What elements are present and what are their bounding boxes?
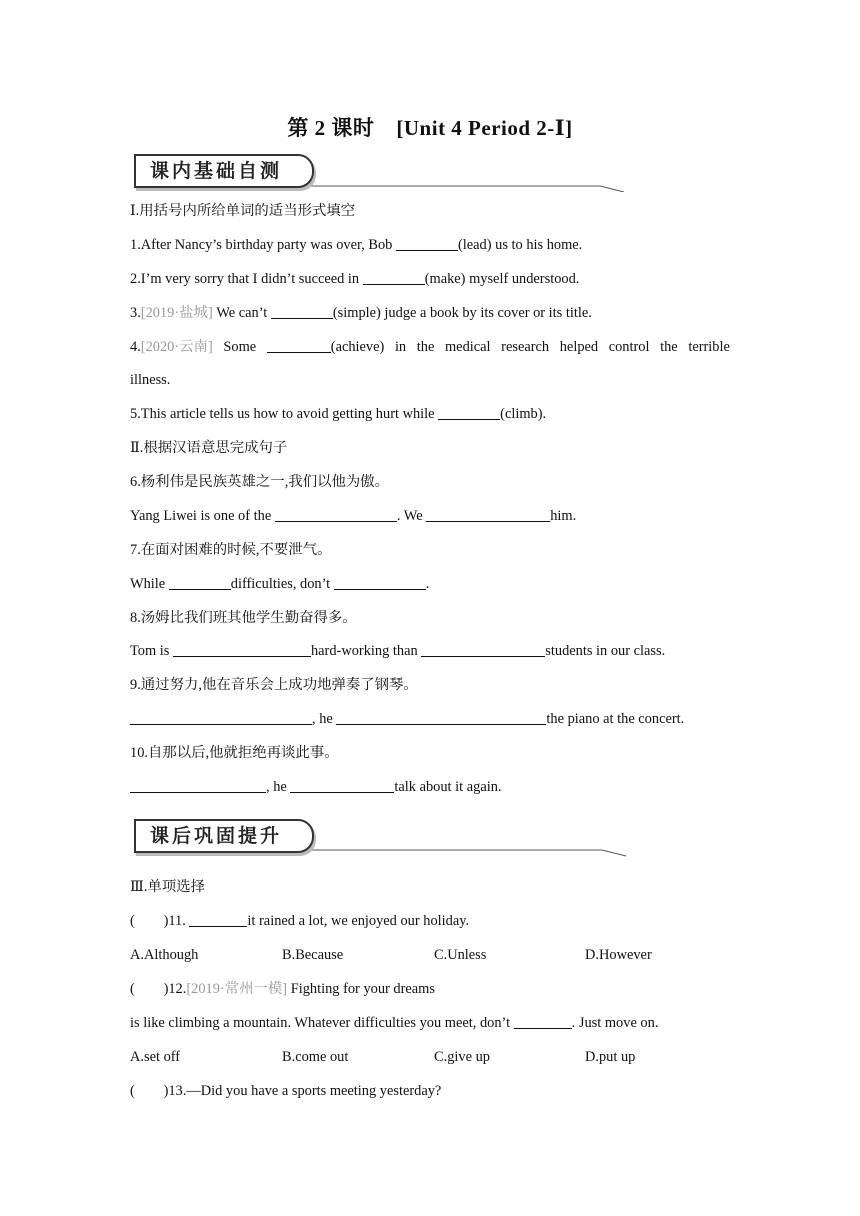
question-12-continued: is like climbing a mountain. Whatever difficulties you meet, don’t . Just move on.	[130, 1015, 659, 1031]
question-6-prompt: 6.杨利伟是民族英雄之一,我们以他为傲。	[130, 474, 390, 490]
answer-blank[interactable]	[363, 270, 425, 285]
source-tag: [2019·盐城]	[140, 305, 213, 321]
banner-label-box	[134, 154, 314, 188]
answer-blank[interactable]	[271, 304, 333, 319]
answer-blank[interactable]	[334, 575, 426, 590]
answer-blank[interactable]	[421, 642, 545, 657]
question-6: Yang Liwei is one of the . We him.	[130, 508, 577, 524]
question-7: While difficulties, don’t .	[130, 576, 430, 592]
section-banner-after-class	[130, 817, 630, 857]
question-12: ( )12.[2019·常州一模] Fighting for your dreams	[130, 981, 435, 997]
answer-blank[interactable]	[426, 507, 550, 522]
answer-blank[interactable]	[336, 710, 546, 725]
answer-blank[interactable]	[396, 236, 458, 251]
option-d[interactable]: D.However	[585, 947, 652, 963]
option-d[interactable]: D.put up	[585, 1049, 636, 1065]
section-heading-2: Ⅱ.根据汉语意思完成句子	[130, 440, 288, 456]
question-4-continued: illness.	[130, 372, 171, 388]
source-tag: [2020·云南]	[140, 339, 213, 355]
question-9-prompt: 9.通过努力,他在音乐会上成功地弹奏了钢琴。	[130, 677, 418, 693]
title-en: [Unit 4 Period 2-Ⅰ]	[396, 116, 573, 140]
banner-label: 课内基础自测	[150, 160, 283, 182]
answer-blank[interactable]	[267, 338, 331, 353]
question-7-prompt: 7.在面对困难的时候,不要泄气。	[130, 542, 332, 558]
question-1: 1.After Nancy’s birthday party was over, Bob (lead) us to his home.	[130, 237, 583, 253]
question-10-prompt: 10.自那以后,他就拒绝再谈此事。	[130, 745, 339, 761]
section-heading-3: Ⅲ.单项选择	[130, 879, 206, 895]
answer-blank[interactable]	[438, 405, 500, 420]
banner-label: 课后巩固提升	[150, 825, 283, 847]
answer-blank[interactable]	[130, 710, 312, 725]
answer-blank[interactable]	[189, 912, 247, 927]
option-c[interactable]: C.Unless	[434, 947, 487, 963]
question-13: ( )13.—Did you have a sports meeting yesterday?	[130, 1083, 442, 1099]
question-3: 3.[2019·盐城] We can’t (simple) judge a book by its cover or its title.	[130, 305, 592, 321]
answer-blank[interactable]	[290, 778, 394, 793]
banner-label-box	[134, 819, 314, 853]
answer-blank[interactable]	[169, 575, 231, 590]
title-cn: 第 2 课时	[287, 116, 375, 140]
answer-blank[interactable]	[173, 642, 311, 657]
section-banner-in-class	[130, 152, 630, 192]
page-title	[0, 112, 860, 142]
question-10: , he talk about it again.	[130, 777, 502, 797]
source-tag: [2019·常州一模]	[186, 981, 288, 997]
section-heading-1: Ⅰ.用括号内所给单词的适当形式填空	[130, 203, 356, 219]
option-a[interactable]: A.Although	[130, 947, 199, 963]
option-c[interactable]: C.give up	[434, 1049, 490, 1065]
option-b[interactable]: B.Because	[282, 947, 344, 963]
question-9: , he the piano at the concert.	[130, 709, 684, 729]
question-2: 2.I’m very sorry that I didn’t succeed in (make) myself understood.	[130, 271, 580, 287]
answer-blank[interactable]	[514, 1014, 572, 1029]
question-8-prompt: 8.汤姆比我们班其他学生勤奋得多。	[130, 610, 357, 626]
question-5: 5.This article tells us how to avoid getting hurt while (climb).	[130, 406, 547, 422]
question-4: 4.[2020·云南] Some (achieve) in the medical research helped control the terrible	[130, 339, 730, 355]
question-8: Tom is hard-working than students in our class.	[130, 643, 666, 659]
question-11: ( )11. it rained a lot, we enjoyed our holiday.	[130, 913, 470, 929]
answer-blank[interactable]	[275, 507, 397, 522]
option-b[interactable]: B.come out	[282, 1049, 349, 1065]
answer-blank[interactable]	[130, 778, 266, 793]
option-a[interactable]: A.set off	[130, 1049, 181, 1065]
